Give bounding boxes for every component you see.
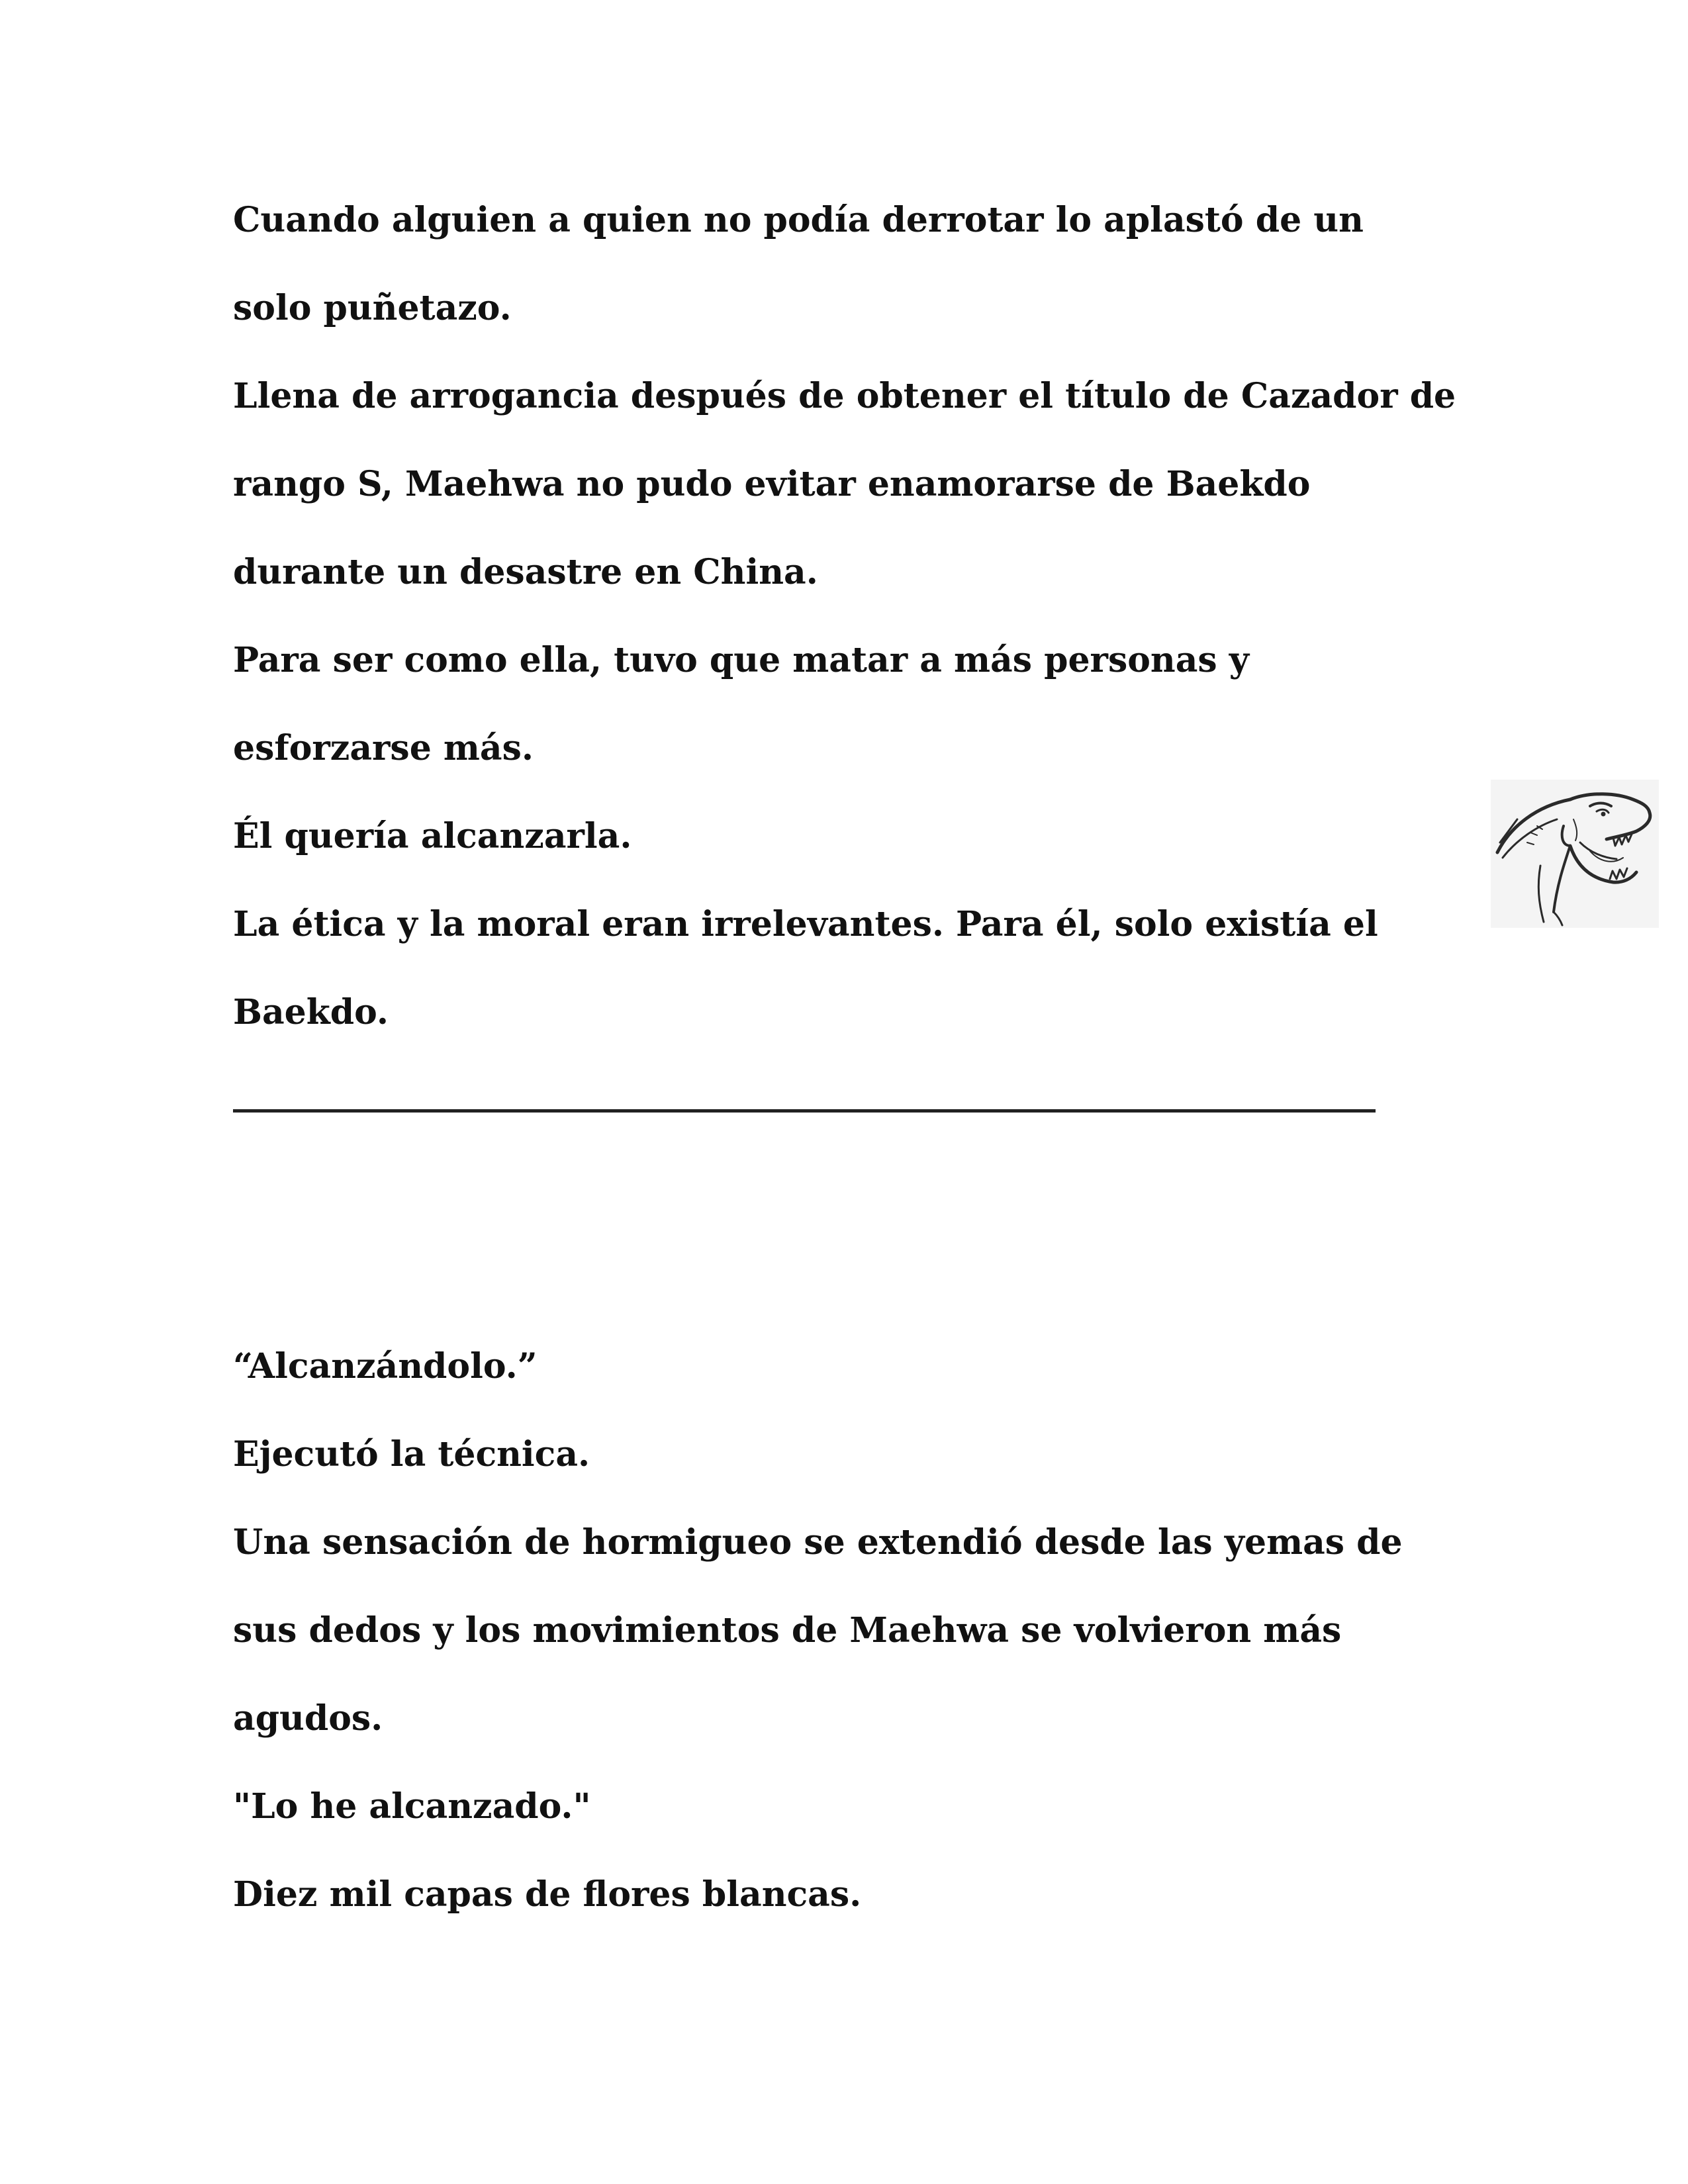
text-line: sus dedos y los movimientos de Maehwa se volvieron más: [233, 1610, 1342, 1651]
text-line: Baekdo.: [233, 992, 389, 1032]
section-divider: [233, 1109, 1376, 1113]
text-line: Ejecutó la técnica.: [233, 1434, 590, 1475]
text-line: Diez mil capas de flores blancas.: [233, 1874, 862, 1915]
section-two-text: [233, 1322, 1491, 1938]
text-line: "Lo he alcanzado.": [233, 1786, 591, 1827]
text-line: La ética y la moral eran irrelevantes. Para él, solo existía el: [233, 904, 1378, 944]
text-line: Una sensación de hormigueo se extendió desde las yemas de: [233, 1522, 1403, 1563]
section-one-text: [233, 176, 1491, 1056]
dinosaur-sketch-icon: [1491, 780, 1659, 928]
text-line: Él quería alcanzarla.: [233, 816, 632, 856]
text-line: “Alcanzándolo.”: [233, 1346, 538, 1387]
text-line: solo puñetazo.: [233, 288, 512, 328]
text-line: esforzarse más.: [233, 728, 534, 768]
text-line: Para ser como ella, tuvo que matar a más personas y: [233, 640, 1249, 680]
text-line: agudos.: [233, 1698, 383, 1739]
text-line: rango S, Maehwa no pudo evitar enamorarse de Baekdo: [233, 464, 1311, 504]
text-line: durante un desastre en China.: [233, 552, 818, 592]
text-line: Cuando alguien a quien no podía derrotar lo aplastó de un: [233, 200, 1364, 240]
text-line: Llena de arrogancia después de obtener el título de Cazador de: [233, 376, 1456, 416]
